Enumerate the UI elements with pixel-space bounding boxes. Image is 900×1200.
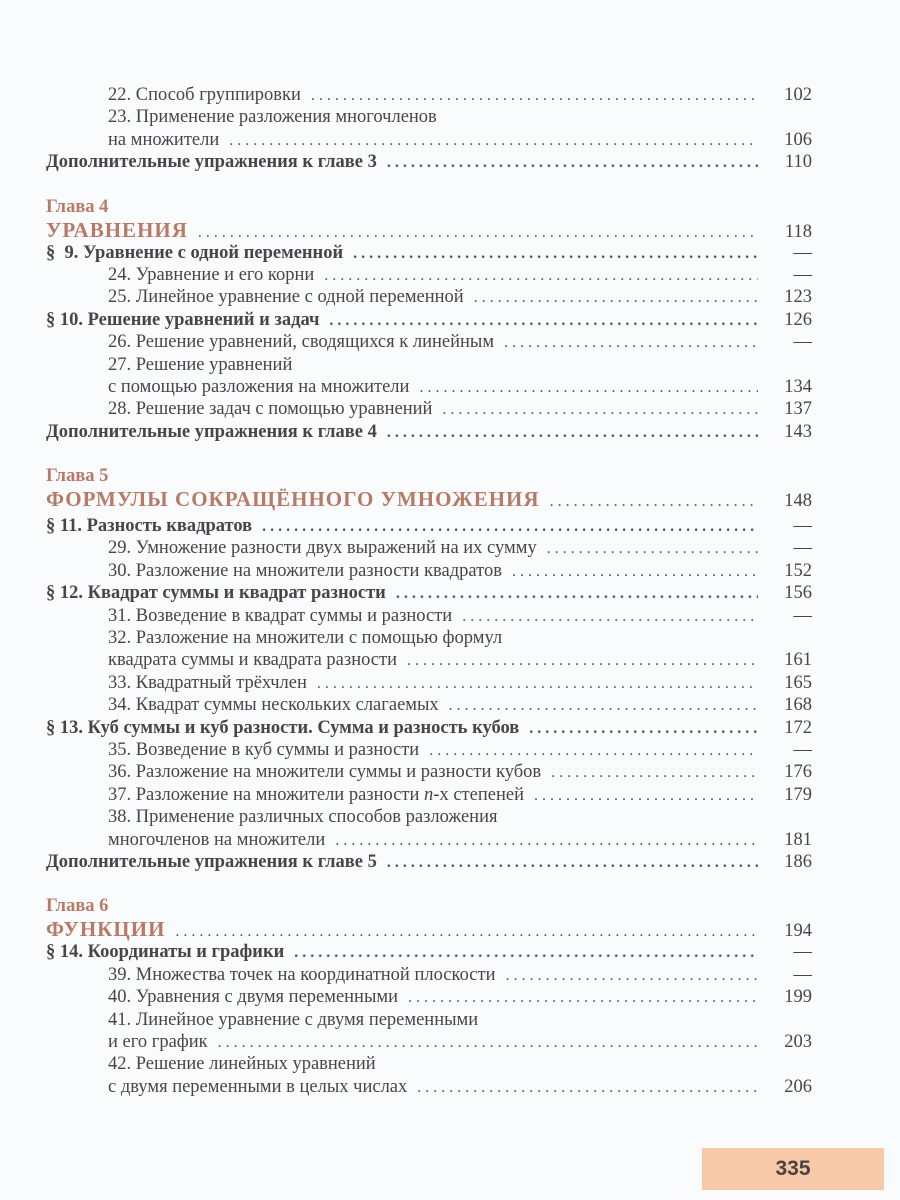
item-title: Применение различных способов разложения — [135, 807, 498, 828]
item-title: Разложение на множители разности квадратов — [135, 560, 502, 581]
item-title-cont: с двумя переменными в целых числах — [108, 1076, 408, 1097]
item-title: Возведение в куб суммы и разности — [135, 739, 420, 760]
page-ref: 137 — [784, 399, 812, 420]
item-title: Линейное уравнение с одной переменной — [135, 287, 464, 308]
section-title: Решение уравнений и задач — [87, 309, 320, 330]
item-number: 36. — [108, 762, 132, 783]
item-number: 31. — [108, 605, 132, 626]
leader-dots — [324, 265, 758, 287]
page-ref: 126 — [784, 309, 812, 330]
page-ref: — — [793, 332, 812, 353]
toc-item-34[interactable] — [46, 694, 812, 716]
section-title: Разность квадратов — [86, 516, 253, 537]
item-number: 40. — [108, 987, 132, 1008]
section-number: § 9. — [46, 242, 79, 263]
item-number: 29. — [108, 538, 132, 559]
leader-dots — [504, 332, 758, 354]
toc-item-33[interactable] — [46, 672, 812, 694]
toc-item-27-line2[interactable] — [46, 376, 812, 398]
leader-dots — [311, 85, 758, 107]
page-ref: 186 — [784, 851, 812, 872]
leader-dots — [396, 583, 758, 605]
leader-dots — [229, 130, 758, 152]
toc-item-40[interactable] — [46, 986, 812, 1008]
section-number: § 13. — [46, 717, 83, 738]
item-title: Решение уравнений — [135, 354, 293, 375]
item-number: 24. — [108, 264, 132, 285]
section-number: § 14. — [46, 942, 83, 963]
leader-dots — [317, 673, 758, 695]
item-title: Решение линейных уравнений — [135, 1054, 376, 1075]
item-number: 23. — [108, 107, 132, 128]
page-ref: 206 — [784, 1076, 812, 1097]
page-ref: — — [793, 942, 812, 963]
leader-dots — [408, 987, 758, 1009]
leader-dots — [218, 1032, 758, 1054]
toc-item-23-line1[interactable] — [46, 106, 812, 128]
page-ref: 203 — [784, 1031, 812, 1052]
item-number: 42. — [108, 1054, 132, 1075]
leader-dots — [505, 965, 758, 987]
chapter-title: УРАВНЕНИЯ — [46, 217, 188, 242]
item-title: Множества точек на координатной плоскости — [135, 964, 496, 985]
toc-item-41-line2[interactable] — [46, 1031, 812, 1053]
page-ref: 161 — [784, 650, 812, 671]
leader-dots — [462, 606, 758, 628]
item-title: Решение задач с помощью уравнений — [135, 399, 433, 420]
item-number: 39. — [108, 964, 132, 985]
item-title: Решение уравнений, сводящихся к линейным — [135, 332, 495, 353]
item-number: 38. — [108, 807, 132, 828]
toc-item-24[interactable] — [46, 264, 812, 286]
leader-dots — [387, 422, 758, 444]
extra-title: Дополнительные упражнения к главе 5 — [46, 851, 377, 872]
item-title: Уравнения с двумя переменными — [135, 987, 398, 1008]
page-ref: 172 — [784, 717, 812, 738]
item-title: Умножение разности двух выражений на их сумму — [135, 538, 537, 559]
item-title: Уравнение и его корни — [135, 264, 315, 285]
toc-item-37[interactable] — [46, 784, 812, 806]
item-title-italic-n: n — [424, 784, 434, 805]
toc-extra-exercises-ch3[interactable] — [46, 151, 812, 173]
leader-dots — [419, 377, 758, 399]
spacer — [46, 443, 812, 465]
section-number: § 10. — [46, 309, 83, 330]
page-ref: — — [793, 242, 812, 263]
page-ref: 165 — [784, 672, 812, 693]
leader-dots — [534, 785, 758, 807]
toc-item-35[interactable] — [46, 739, 812, 761]
leader-dots — [335, 830, 758, 852]
page-ref: 134 — [784, 376, 812, 397]
toc-section-11[interactable] — [46, 515, 812, 537]
item-title-cont: с помощью разложения на множители — [108, 376, 410, 397]
item-title: Линейное уравнение с двумя переменными — [135, 1009, 479, 1030]
section-title: Уравнение с одной переменной — [83, 242, 344, 263]
item-number: 27. — [108, 354, 132, 375]
leader-dots — [551, 762, 758, 784]
item-number: 30. — [108, 560, 132, 581]
item-number: 28. — [108, 399, 132, 420]
section-number: § 12. — [46, 583, 83, 604]
toc-item-32-line1[interactable] — [46, 627, 812, 649]
item-title: Возведение в квадрат суммы и разности — [135, 605, 453, 626]
toc-section-9[interactable] — [46, 242, 812, 264]
item-number: 35. — [108, 739, 132, 760]
page-ref: 199 — [784, 987, 812, 1008]
leader-dots — [550, 490, 758, 514]
page-ref: 102 — [784, 85, 812, 105]
section-title: Куб суммы и куб разности. Сумма и разность кубов — [87, 717, 520, 738]
chapter-title: ФОРМУЛЫ СОКРАЩЁННОГО УМНОЖЕНИЯ — [46, 487, 540, 512]
toc-item-42-line2[interactable] — [46, 1076, 812, 1098]
toc-item-26[interactable] — [46, 331, 812, 353]
chapter-5-title-row[interactable] — [46, 487, 812, 511]
chapter-4-label: Глава 4 — [46, 196, 109, 217]
page-ref: 143 — [784, 421, 812, 442]
page-ref: — — [793, 538, 812, 559]
item-title-cont: квадрата суммы и квадрата разности — [108, 650, 398, 671]
leader-dots — [329, 310, 758, 332]
leader-dots — [474, 287, 758, 309]
page-ref: 179 — [784, 784, 812, 805]
page-number-badge — [702, 1148, 884, 1190]
leader-dots — [442, 399, 758, 421]
toc-item-41-line1[interactable] — [46, 1009, 812, 1031]
item-title-cont: на множители — [108, 129, 220, 150]
item-number: 26. — [108, 332, 132, 353]
leader-dots — [387, 852, 758, 874]
page-ref: — — [793, 605, 812, 626]
toc-item-25[interactable] — [46, 286, 812, 308]
page-ref: 110 — [784, 152, 812, 173]
page-ref: 152 — [784, 560, 812, 581]
page-ref: — — [793, 264, 812, 285]
item-title: Разложение на множители суммы и разности кубов — [135, 762, 542, 783]
leader-dots — [294, 942, 758, 964]
item-number: 34. — [108, 695, 132, 716]
toc-extra-exercises-ch5[interactable] — [46, 851, 812, 873]
leader-dots — [387, 152, 758, 174]
toc-item-36[interactable] — [46, 761, 812, 783]
page-ref: 168 — [784, 695, 812, 716]
page-ref: 118 — [784, 221, 812, 242]
item-number: 41. — [108, 1009, 132, 1030]
toc-item-38-line1[interactable] — [46, 806, 812, 828]
page-ref: — — [793, 739, 812, 760]
toc-section-10[interactable] — [46, 309, 812, 331]
toc-section-12[interactable] — [46, 582, 812, 604]
toc-item-28[interactable] — [46, 398, 812, 420]
chapter-4-title-row[interactable] — [46, 218, 812, 242]
leader-dots — [407, 650, 758, 672]
chapter-title: ФУНКЦИИ — [46, 917, 166, 942]
page-ref: 156 — [784, 583, 812, 604]
item-title-cont: многочленов на множители — [108, 829, 326, 850]
item-number: 32. — [108, 628, 132, 649]
page-ref: 106 — [784, 129, 812, 150]
page-number: 335 — [775, 1157, 811, 1180]
item-title: Способ группировки — [135, 85, 301, 105]
item-number: 37. — [108, 784, 132, 805]
page-ref: — — [793, 964, 812, 985]
chapter-6-label: Глава 6 — [46, 896, 109, 917]
toc-section-14[interactable] — [46, 941, 812, 963]
item-title: Квадрат суммы нескольких слагаемых — [135, 695, 439, 716]
toc-item-39[interactable] — [46, 964, 812, 986]
section-number: § 11. — [46, 516, 82, 537]
item-number: 22. — [108, 85, 132, 105]
leader-dots — [429, 740, 758, 762]
section-title: Координаты и графики — [87, 942, 285, 963]
leader-dots — [512, 561, 758, 583]
chapter-5-label: Глава 5 — [46, 466, 109, 487]
leader-dots — [262, 516, 758, 538]
toc-item-30[interactable] — [46, 560, 812, 582]
toc-item-32-line2[interactable] — [46, 649, 812, 671]
section-title: Квадрат суммы и квадрат разности — [87, 583, 386, 604]
extra-title: Дополнительные упражнения к главе 3 — [46, 152, 377, 173]
leader-dots — [353, 243, 758, 265]
toc-item-22[interactable] — [46, 84, 812, 106]
toc-item-31[interactable] — [46, 605, 812, 627]
toc-item-42-line1[interactable] — [46, 1053, 812, 1075]
leader-dots — [449, 695, 758, 717]
item-number: 25. — [108, 287, 132, 308]
page-ref: 148 — [784, 491, 812, 512]
leader-dots — [547, 538, 758, 560]
extra-title: Дополнительные упражнения к главе 4 — [46, 421, 377, 442]
item-title: Квадратный трёхчлен — [135, 672, 307, 693]
table-of-contents — [46, 84, 812, 1098]
item-title: Разложение на множители с помощью формул — [135, 628, 503, 649]
page-ref: 176 — [784, 762, 812, 783]
toc-extra-exercises-ch4[interactable] — [46, 421, 812, 443]
page-ref: 194 — [784, 921, 812, 942]
item-title-suffix: -х степеней — [433, 784, 524, 805]
item-title: Разложение на множители разности — [135, 784, 425, 805]
toc-section-13[interactable] — [46, 717, 812, 739]
toc-item-23-line2[interactable] — [46, 129, 812, 151]
leader-dots — [417, 1077, 758, 1099]
item-title-cont: и его график — [108, 1031, 208, 1052]
leader-dots — [529, 718, 758, 740]
spacer — [46, 174, 812, 196]
page-ref: 181 — [784, 829, 812, 850]
toc-item-27-line1[interactable] — [46, 354, 812, 376]
toc-item-38-line2[interactable] — [46, 829, 812, 851]
page-ref: — — [793, 516, 812, 537]
page-ref: 123 — [784, 287, 812, 308]
chapter-6-title-row[interactable] — [46, 917, 812, 941]
item-title: Применение разложения многочленов — [135, 107, 437, 128]
toc-item-29[interactable] — [46, 537, 812, 559]
item-number: 33. — [108, 672, 132, 693]
spacer — [46, 873, 812, 895]
